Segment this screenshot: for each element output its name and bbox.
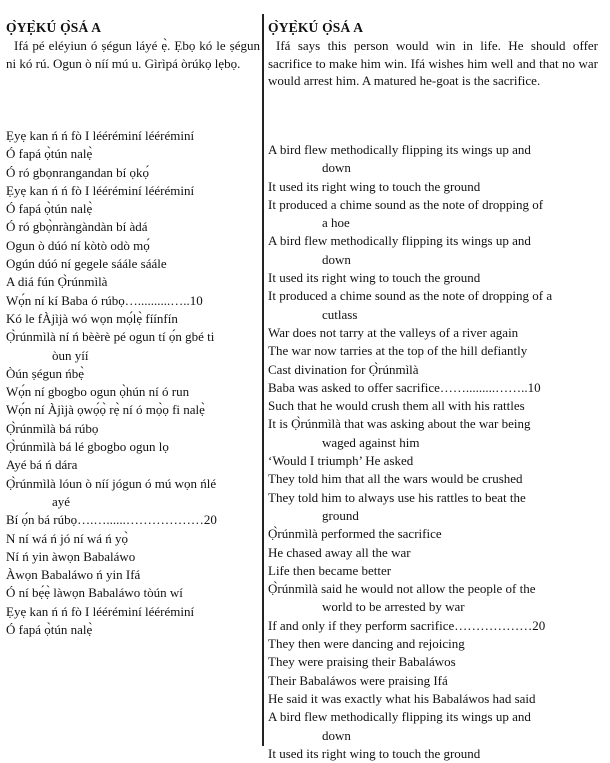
verse-line-continuation: waged against him	[322, 434, 420, 450]
verse-line-continuation: down	[322, 160, 351, 176]
verse-line: Their Babaláwos were praising Ifá	[268, 672, 448, 688]
verse-line: A diá fún Ọ̀rúnmìlà	[6, 274, 108, 290]
verse-line: Ọ̀rúnmìlà ní ń bèèrè pé ogun tí ọ́n gbé ti	[6, 329, 215, 345]
verse-line: Ó ró gbọ̀nràngàndàn bí àdá	[6, 219, 148, 235]
verse-line: He chased away all the war	[268, 544, 411, 560]
english-verses	[268, 141, 598, 763]
verse-line: Ogun ò dúó ní kòtò odò mọ́	[6, 237, 150, 253]
yoruba-intro: Ifá pé eléyiun ó ṣégun láyé ẹ̀. Ẹbọ kó le ṣégun ni kó rú. Ogun ò níí mú u. Gìrìpá òrúkọ lẹbọ.	[6, 38, 260, 71]
verse-line: A bird flew methodically flipping its wings up and	[268, 709, 531, 725]
verse-line: Ó fapá ọ̀tún nalẹ̀	[6, 146, 93, 162]
verse-line: It produced a chime sound as the note of dropping of	[268, 196, 544, 212]
verse-line: Ní ń yin àwọn Babaláwo	[6, 548, 136, 564]
english-intro: Ifá says this person would win in life. He should offer sacrifice to make him win. Ifá wishes him well and that no war would arrest him. A matured he-goat is the sacrifice.	[268, 38, 598, 88]
yoruba-title: Ọ̀YẸ̀KÚ Ọ̀SÁ A	[6, 20, 102, 35]
verse-line: Wọ́n ní kí Baba ó rúbọ…..........…..10	[6, 292, 203, 308]
verse-line: Ogún dúó ní gegele sáále sáále	[6, 256, 167, 272]
verse-line: They then were dancing and rejoicing	[268, 636, 465, 652]
verse-line: It used its right wing to touch the ground	[268, 745, 481, 761]
verse-line-continuation: a hoe	[322, 215, 350, 231]
verse-line: Ó fapá ọ̀tún nalẹ̀	[6, 201, 93, 217]
verse-line: Ọ̀rúnmìlà said he would not allow the people of the	[268, 581, 536, 597]
verse-line: It used its right wing to touch the ground	[268, 178, 481, 194]
yoruba-verses	[6, 127, 260, 639]
verse-line-continuation: cutlass	[322, 306, 358, 322]
verse-line: Cast divination for Ọ̀rúnmìlà	[268, 361, 419, 377]
verse-line: Such that he would crush them all with his rattles	[268, 398, 525, 414]
column-divider	[262, 14, 264, 746]
verse-line: Ayé bá ń dára	[6, 457, 78, 473]
verse-line: Ẹyẹ kan ń ń fò I lééréminí lééréminí	[6, 603, 195, 619]
verse-line: Ẹyẹ kan ń ń fò I lééréminí lééréminí	[6, 182, 195, 198]
verse-line: He said it was exactly what his Babaláwos had said	[268, 690, 536, 706]
verse-line: They told him to always use his rattles to beat the	[268, 489, 526, 505]
verse-line: Àwọn Babaláwo ń yin Ifá	[6, 567, 141, 583]
verse-line: Wọ́n ní gbogbo ogun ọ̀hún ní ó run	[6, 384, 190, 400]
verse-line-continuation: òun yíí	[52, 347, 89, 363]
verse-line: They were praising their Babaláwos	[268, 654, 456, 670]
verse-line: Bí ọ́n bá rúbọ….…......………………20	[6, 512, 217, 528]
verse-line: Ó ní bẹ́ẹ̀ làwọn Babaláwo tòún wí	[6, 585, 183, 601]
verse-line-continuation: ground	[322, 507, 359, 523]
verse-line-continuation: down	[322, 727, 351, 743]
verse-line-continuation: down	[322, 251, 351, 267]
verse-line: Òún ṣégun ńbẹ̀	[6, 365, 84, 381]
verse-line: N ní wá ń jó ní wá ń yọ̀	[6, 530, 129, 546]
verse-line: Ó fapá ọ̀tún nalẹ̀	[6, 622, 93, 638]
verse-line: If and only if they perform sacrifice………………20	[268, 617, 546, 633]
verse-line: Ọ̀rúnmìlà lóun ò níí jógun ó mú wọn ńlé	[6, 475, 217, 491]
verse-line: They told him that all the wars would be crushed	[268, 471, 523, 487]
verse-line: Ẹyẹ kan ń ń fò I lééréminí lééréminí	[6, 128, 195, 143]
verse-line: A bird flew methodically flipping its wings up and	[268, 142, 531, 157]
verse-line: Baba was asked to offer sacrifice…….........……..10	[268, 379, 541, 395]
verse-line: It is Ọ̀rúnmìlà that was asking about the war being	[268, 416, 531, 432]
verse-line: War does not tarry at the valleys of a river again	[268, 324, 519, 340]
verse-line: Ó ró gbọnrangandan bí ọkọ́	[6, 164, 149, 180]
verse-line: Wọ́n ní Àjìjà ọwọ́ọ̀ rẹ̀ ní ó mọ̀ọ fi nalẹ̀	[6, 402, 205, 418]
verse-line: The war now tarries at the top of the hill defiantly	[268, 343, 528, 359]
verse-line: It produced a chime sound as the note of dropping of a	[268, 288, 553, 304]
verse-line: A bird flew methodically flipping its wings up and	[268, 233, 531, 249]
verse-line: It used its right wing to touch the ground	[268, 270, 481, 286]
verse-line-continuation: ayé	[52, 493, 71, 509]
verse-line: Ọ̀rúnmìlà bá lé gbogbo ogun lọ	[6, 439, 169, 455]
verse-line: ‘Would I triumph’ He asked	[268, 453, 414, 469]
verse-line: Kó le fÀjìjà wó wọn mọ́lẹ̀ fíínfín	[6, 310, 178, 326]
verse-line: Ọ̀rúnmìlà performed the sacrifice	[268, 526, 442, 542]
verse-line-continuation: world to be arrested by war	[322, 599, 465, 615]
english-title: Ọ̀YẸ̀KÚ Ọ̀SÁ A	[268, 20, 364, 35]
verse-line: Ọ̀rúnmìlà bá rúbọ	[6, 420, 99, 436]
verse-line: Life then became better	[268, 562, 392, 578]
